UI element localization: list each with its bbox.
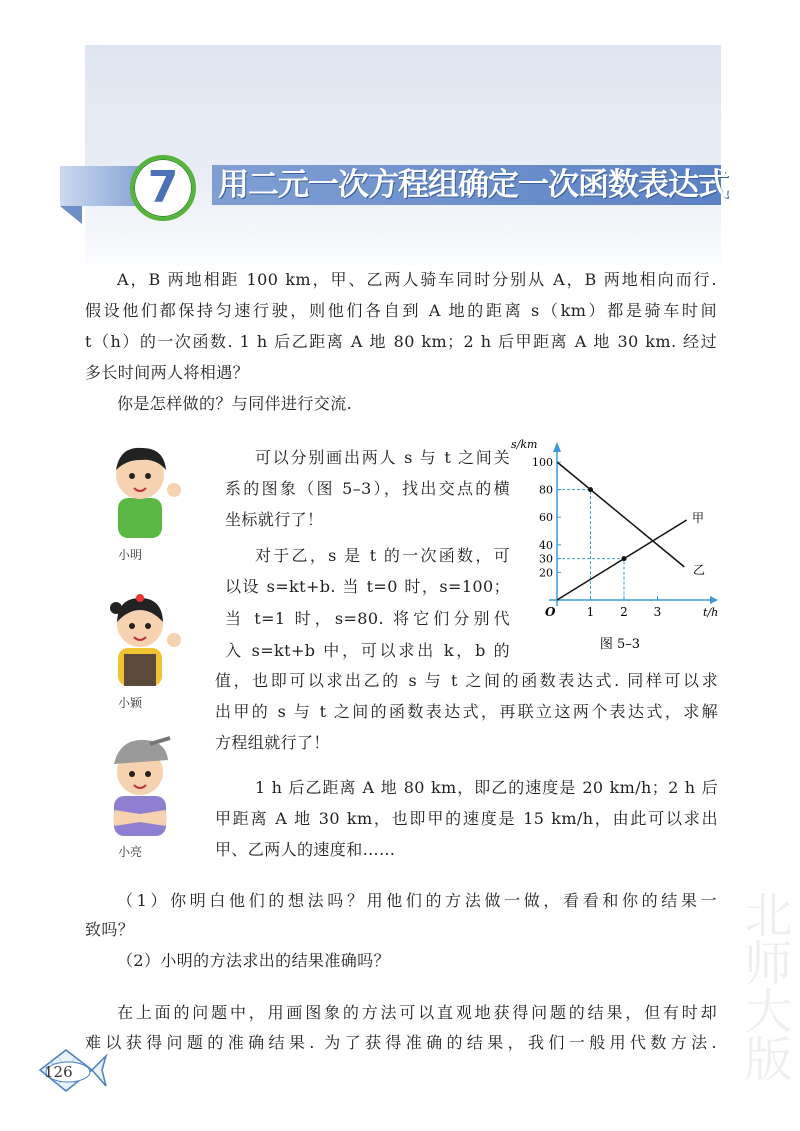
figure-caption: 图 5–3 xyxy=(599,637,641,652)
series-line-乙 xyxy=(557,462,684,567)
xl-line: 1 h 后乙距离 A 地 80 km，即乙的速度是 20 km/h；2 h 后 xyxy=(255,778,718,797)
y-tick-label: 20 xyxy=(539,566,553,580)
intro-line: 假设他们都保持匀速行驶，则他们各自到 A 地的距离 s（km）都是骑车时间 xyxy=(85,301,717,320)
y-tick-label: 80 xyxy=(539,483,553,497)
xiaoming-label: 小明 xyxy=(118,548,143,562)
section-badge xyxy=(130,155,196,221)
qs-line: 致吗？ xyxy=(85,920,135,939)
y-tick-label: 100 xyxy=(532,456,553,469)
y-tick-label: 40 xyxy=(539,538,553,552)
x-axis-label: t/h xyxy=(703,606,719,619)
header-tab-fold xyxy=(60,206,82,224)
xiaoying-illustration xyxy=(90,588,190,688)
xy-line: 出甲的 s 与 t 之间的函数表达式，再联立这两个表达式，求解 xyxy=(215,702,718,721)
qs-line: （1）你明白他们的想法吗？用他们的方法做一做，看看和你的结果一 xyxy=(117,891,717,910)
y-tick-label: 30 xyxy=(539,552,553,566)
xy-line: 对于乙，s 是 t 的一次函数，可 xyxy=(255,546,510,565)
cc-line: 在上面的问题中，用画图象的方法可以直观地获得问题的结果，但有时却 xyxy=(117,1003,717,1022)
xl-line: 甲、乙两人的速度和…… xyxy=(215,840,396,859)
xiaoliang-label: 小亮 xyxy=(118,845,143,859)
x-tick-label: 3 xyxy=(653,605,662,619)
xy-line: 值，也即可以求出乙的 s 与 t 之间的函数表达式. 同样可以求 xyxy=(215,671,718,690)
series-label-jia: 甲 xyxy=(692,511,705,525)
xl-line: 甲距离 A 地 30 km，也即甲的速度是 15 km/h，由此可以求出 xyxy=(215,809,718,828)
intro-line: 你是怎样做的？与同伴进行交流. xyxy=(117,394,353,413)
y-axis-label: s/km xyxy=(511,438,538,451)
header-band xyxy=(85,45,721,265)
xm-line: 可以分别画出两人 s 与 t 之间关 xyxy=(255,448,510,467)
x-tick-label: 2 xyxy=(620,605,628,619)
data-point xyxy=(622,556,627,561)
xiaoliang-illustration xyxy=(90,730,190,840)
y-axis-arrow xyxy=(553,442,561,452)
intro-line: 多长时间两人将相遇？ xyxy=(85,363,250,382)
xm-line: 系的图象（图 5–3），找出交点的横 xyxy=(225,479,510,498)
guide-line xyxy=(557,490,591,600)
section-title: 用二元一次方程组确定一次函数表达式 xyxy=(218,167,728,203)
page-number: 126 xyxy=(44,1063,73,1081)
series-label-yi: 乙 xyxy=(693,563,706,577)
series-line-甲 xyxy=(557,520,687,600)
xiaoming-illustration xyxy=(90,440,190,540)
xm-line: 坐标就行了！ xyxy=(225,510,324,529)
intro-line: t（h）的一次函数. 1 h 后乙距离 A 地 80 km；2 h 后甲距离 A 地 30 km. 经过 xyxy=(85,332,717,351)
cc-line: 难以获得问题的准确结果. 为了获得准确的结果，我们一般用代数方法. xyxy=(85,1033,717,1052)
section-number: 7 xyxy=(147,162,179,213)
xy-line: 入 s=kt+b 中，可以求出 k，b 的 xyxy=(225,641,510,660)
xy-line: 以设 s=kt+b. 当 t=0 时，s=100； xyxy=(225,577,510,596)
qs-line: （2）小明的方法求出的结果准确吗？ xyxy=(117,951,390,970)
x-axis-arrow xyxy=(710,596,718,604)
intro-line: A，B 两地相距 100 km，甲、乙两人骑车同时分别从 A，B 两地相向而行. xyxy=(117,270,717,289)
data-point xyxy=(588,487,593,492)
xiaoying-label: 小颖 xyxy=(118,696,143,710)
y-tick-label: 60 xyxy=(539,511,553,525)
x-tick-label: 1 xyxy=(586,605,595,619)
distance-time-chart xyxy=(505,436,730,656)
watermark: 北师大版 xyxy=(736,890,792,1082)
origin-label: O xyxy=(545,605,556,619)
xy-line: 当 t=1 时，s=80. 将它们分别代 xyxy=(225,609,510,628)
xy-line: 方程组就行了！ xyxy=(215,733,330,752)
